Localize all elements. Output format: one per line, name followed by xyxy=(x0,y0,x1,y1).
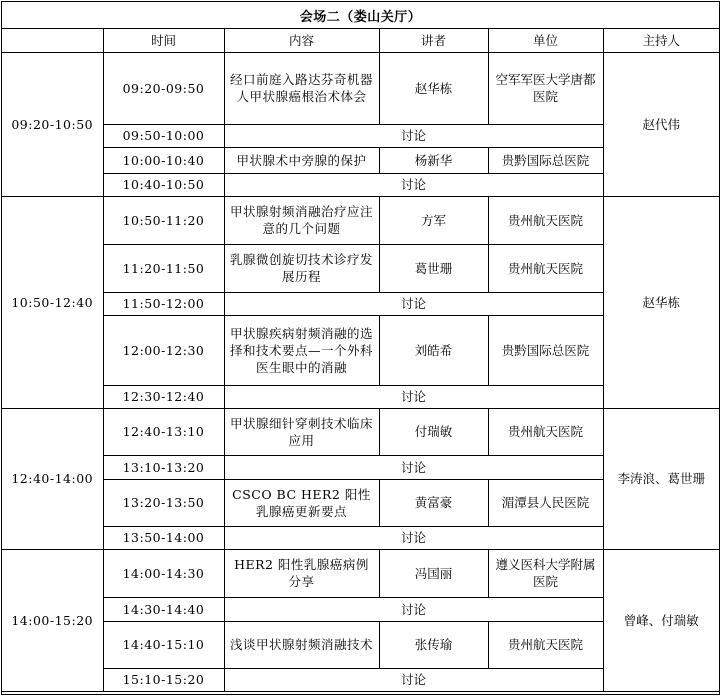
discussion-cell: 讨论 xyxy=(224,385,603,408)
header-unit: 单位 xyxy=(488,29,603,52)
time-cell: 14:40-15:10 xyxy=(103,621,224,668)
host-cell: 曾峰、付瑞敏 xyxy=(603,549,719,691)
time-cell: 09:20-09:50 xyxy=(103,52,224,124)
speaker-cell: 付瑞敏 xyxy=(379,408,488,455)
header-speaker: 讲者 xyxy=(379,29,488,52)
time-cell: 13:20-13:50 xyxy=(103,479,224,526)
unit-cell: 贵黔国际总医院 xyxy=(488,315,603,385)
session-title: 会场二（娄山关厅） xyxy=(2,2,719,29)
talk-content-cell: 甲状腺射频消融治疗应注意的几个问题 xyxy=(224,196,379,244)
time-cell: 14:00-14:30 xyxy=(103,549,224,597)
talk-content-cell: 浅谈甲状腺射频消融技术 xyxy=(224,621,379,668)
header-content: 内容 xyxy=(224,29,379,52)
unit-cell: 贵州航天医院 xyxy=(488,244,603,292)
unit-cell: 湄潭县人民医院 xyxy=(488,479,603,526)
discussion-cell: 讨论 xyxy=(224,668,603,691)
period-cell: 12:40-14:00 xyxy=(2,408,103,549)
talk-content-cell: 乳腺微创旋切技术诊疗发展历程 xyxy=(224,244,379,292)
talk-content-cell: 经口前庭入路达芬奇机器人甲状腺癌根治术体会 xyxy=(224,52,379,124)
unit-cell: 空军军医大学唐都医院 xyxy=(488,52,603,124)
speaker-cell: 杨新华 xyxy=(379,147,488,173)
speaker-cell: 黄富豪 xyxy=(379,479,488,526)
header-row xyxy=(2,29,719,52)
time-cell: 12:40-13:10 xyxy=(103,408,224,455)
unit-cell: 贵州航天医院 xyxy=(488,196,603,244)
schedule-row xyxy=(2,408,719,455)
talk-content-cell: 甲状腺术中旁腺的保护 xyxy=(224,147,379,173)
discussion-cell: 讨论 xyxy=(224,455,603,479)
time-cell: 15:10-15:20 xyxy=(103,668,224,691)
speaker-cell: 冯国丽 xyxy=(379,549,488,597)
schedule-page xyxy=(1,1,720,695)
discussion-cell: 讨论 xyxy=(224,292,603,315)
period-cell: 10:50-12:40 xyxy=(2,196,103,408)
discussion-cell: 讨论 xyxy=(224,526,603,549)
host-cell: 赵华栋 xyxy=(603,196,719,408)
header-host: 主持人 xyxy=(603,29,719,52)
time-cell: 12:00-12:30 xyxy=(103,315,224,385)
speaker-cell: 赵华栋 xyxy=(379,52,488,124)
discussion-cell: 讨论 xyxy=(224,124,603,147)
schedule-row xyxy=(2,196,719,244)
speaker-cell: 方军 xyxy=(379,196,488,244)
unit-cell: 遵义医科大学附属医院 xyxy=(488,549,603,597)
talk-content-cell: CSCO BC HER2 阳性乳腺癌更新要点 xyxy=(224,479,379,526)
talk-content-cell: 甲状腺疾病射频消融的选择和技术要点—一个外科医生眼中的消融 xyxy=(224,315,379,385)
speaker-cell: 张传瑜 xyxy=(379,621,488,668)
schedule-table xyxy=(2,29,719,692)
time-cell: 12:30-12:40 xyxy=(103,385,224,408)
time-cell: 11:50-12:00 xyxy=(103,292,224,315)
schedule-row xyxy=(2,52,719,124)
host-cell: 赵代伟 xyxy=(603,52,719,196)
header-period-cell xyxy=(2,29,103,52)
time-cell: 13:10-13:20 xyxy=(103,455,224,479)
speaker-cell: 刘皓希 xyxy=(379,315,488,385)
talk-content-cell: 甲状腺细针穿刺技术临床应用 xyxy=(224,408,379,455)
time-cell: 14:30-14:40 xyxy=(103,597,224,621)
time-cell: 11:20-11:50 xyxy=(103,244,224,292)
schedule-row xyxy=(2,549,719,597)
period-cell: 09:20-10:50 xyxy=(2,52,103,196)
time-cell: 13:50-14:00 xyxy=(103,526,224,549)
time-cell: 10:40-10:50 xyxy=(103,173,224,196)
period-cell: 14:00-15:20 xyxy=(2,549,103,691)
time-cell: 10:50-11:20 xyxy=(103,196,224,244)
unit-cell: 贵州航天医院 xyxy=(488,621,603,668)
unit-cell: 贵州航天医院 xyxy=(488,408,603,455)
talk-content-cell: HER2 阳性乳腺癌病例分享 xyxy=(224,549,379,597)
speaker-cell: 葛世珊 xyxy=(379,244,488,292)
time-cell: 09:50-10:00 xyxy=(103,124,224,147)
unit-cell: 贵黔国际总医院 xyxy=(488,147,603,173)
header-time: 时间 xyxy=(103,29,224,52)
schedule-body xyxy=(2,29,719,691)
host-cell: 李涛浪、葛世珊 xyxy=(603,408,719,549)
discussion-cell: 讨论 xyxy=(224,173,603,196)
time-cell: 10:00-10:40 xyxy=(103,147,224,173)
discussion-cell: 讨论 xyxy=(224,597,603,621)
